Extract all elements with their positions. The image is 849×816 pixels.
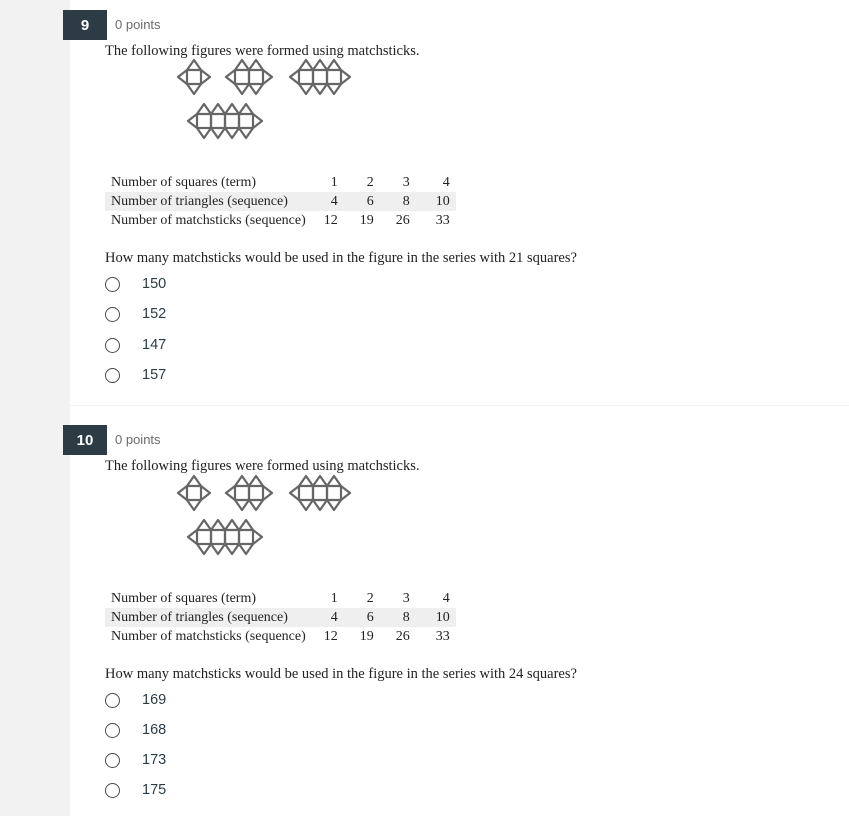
table-cell: 4 (442, 591, 450, 606)
question-prompt: The following figures were formed using matchsticks. (105, 458, 420, 474)
table-cell: 4 (442, 175, 450, 190)
answer-option[interactable] (105, 692, 166, 708)
sequence-table (105, 173, 456, 230)
option-label[interactable]: 168 (142, 722, 167, 738)
table-row (105, 192, 456, 211)
table-cell: 19 (359, 629, 374, 644)
table-cell: 6 (344, 192, 380, 211)
question-prompt: The following figures were formed using matchsticks. (105, 43, 420, 59)
radio-button[interactable] (105, 307, 120, 322)
question-card-10 (70, 406, 849, 816)
answer-option[interactable] (105, 782, 166, 798)
table-cell: 6 (344, 608, 380, 627)
sequence-table (105, 589, 456, 646)
table-row (105, 211, 456, 230)
radio-button[interactable] (105, 723, 120, 738)
radio-button[interactable] (105, 277, 120, 292)
table-cell: 3 (402, 175, 410, 190)
table-row (105, 173, 456, 192)
table-cell: 33 (435, 629, 450, 644)
question-points: 0 points (115, 17, 161, 32)
table-cell: 4 (312, 192, 344, 211)
table-cell: 33 (435, 213, 450, 228)
table-cell: 12 (323, 629, 338, 644)
answer-option[interactable] (105, 276, 166, 292)
question-card-9 (70, 0, 849, 405)
answer-option[interactable] (105, 306, 166, 322)
answer-option[interactable] (105, 752, 166, 768)
row-label: Number of matchsticks (sequence) (111, 629, 306, 644)
option-label[interactable]: 147 (142, 337, 167, 353)
table-cell: 8 (380, 192, 416, 211)
option-label[interactable]: 175 (142, 782, 167, 798)
answer-option[interactable] (105, 367, 166, 383)
row-label: Number of triangles (sequence) (105, 192, 312, 211)
table-cell: 1 (330, 175, 338, 190)
option-label[interactable]: 157 (142, 367, 167, 383)
table-row (105, 627, 456, 646)
question-points: 0 points (115, 432, 161, 447)
table-cell: 1 (330, 591, 338, 606)
table-cell: 8 (380, 608, 416, 627)
row-label: Number of matchsticks (sequence) (111, 213, 306, 228)
table-cell: 26 (395, 213, 410, 228)
table-cell: 2 (366, 175, 374, 190)
table-row (105, 608, 456, 627)
option-label[interactable]: 173 (142, 752, 167, 768)
table-cell: 10 (416, 192, 456, 211)
table-cell: 10 (416, 608, 456, 627)
row-label: Number of squares (term) (111, 591, 257, 606)
table-cell: 2 (366, 591, 374, 606)
table-cell: 19 (359, 213, 374, 228)
table-cell: 4 (312, 608, 344, 627)
radio-button[interactable] (105, 783, 120, 798)
question-text: How many matchsticks would be used in the figure in the series with 24 squares? (105, 666, 577, 682)
option-label[interactable]: 150 (142, 276, 167, 292)
answer-option[interactable] (105, 337, 166, 353)
table-cell: 26 (395, 629, 410, 644)
radio-button[interactable] (105, 693, 120, 708)
radio-button[interactable] (105, 338, 120, 353)
table-row (105, 589, 456, 608)
matchstick-figures-image (175, 58, 375, 158)
radio-button[interactable] (105, 753, 120, 768)
radio-button[interactable] (105, 368, 120, 383)
matchstick-figures-image (175, 474, 375, 574)
answer-option[interactable] (105, 722, 166, 738)
option-label[interactable]: 169 (142, 692, 167, 708)
question-text: How many matchsticks would be used in the figure in the series with 21 squares? (105, 250, 577, 266)
question-number: 9 (63, 10, 107, 40)
table-cell: 12 (323, 213, 338, 228)
table-cell: 3 (402, 591, 410, 606)
row-label: Number of squares (term) (111, 175, 257, 190)
option-label[interactable]: 152 (142, 306, 167, 322)
question-number: 10 (63, 425, 107, 455)
row-label: Number of triangles (sequence) (105, 608, 312, 627)
